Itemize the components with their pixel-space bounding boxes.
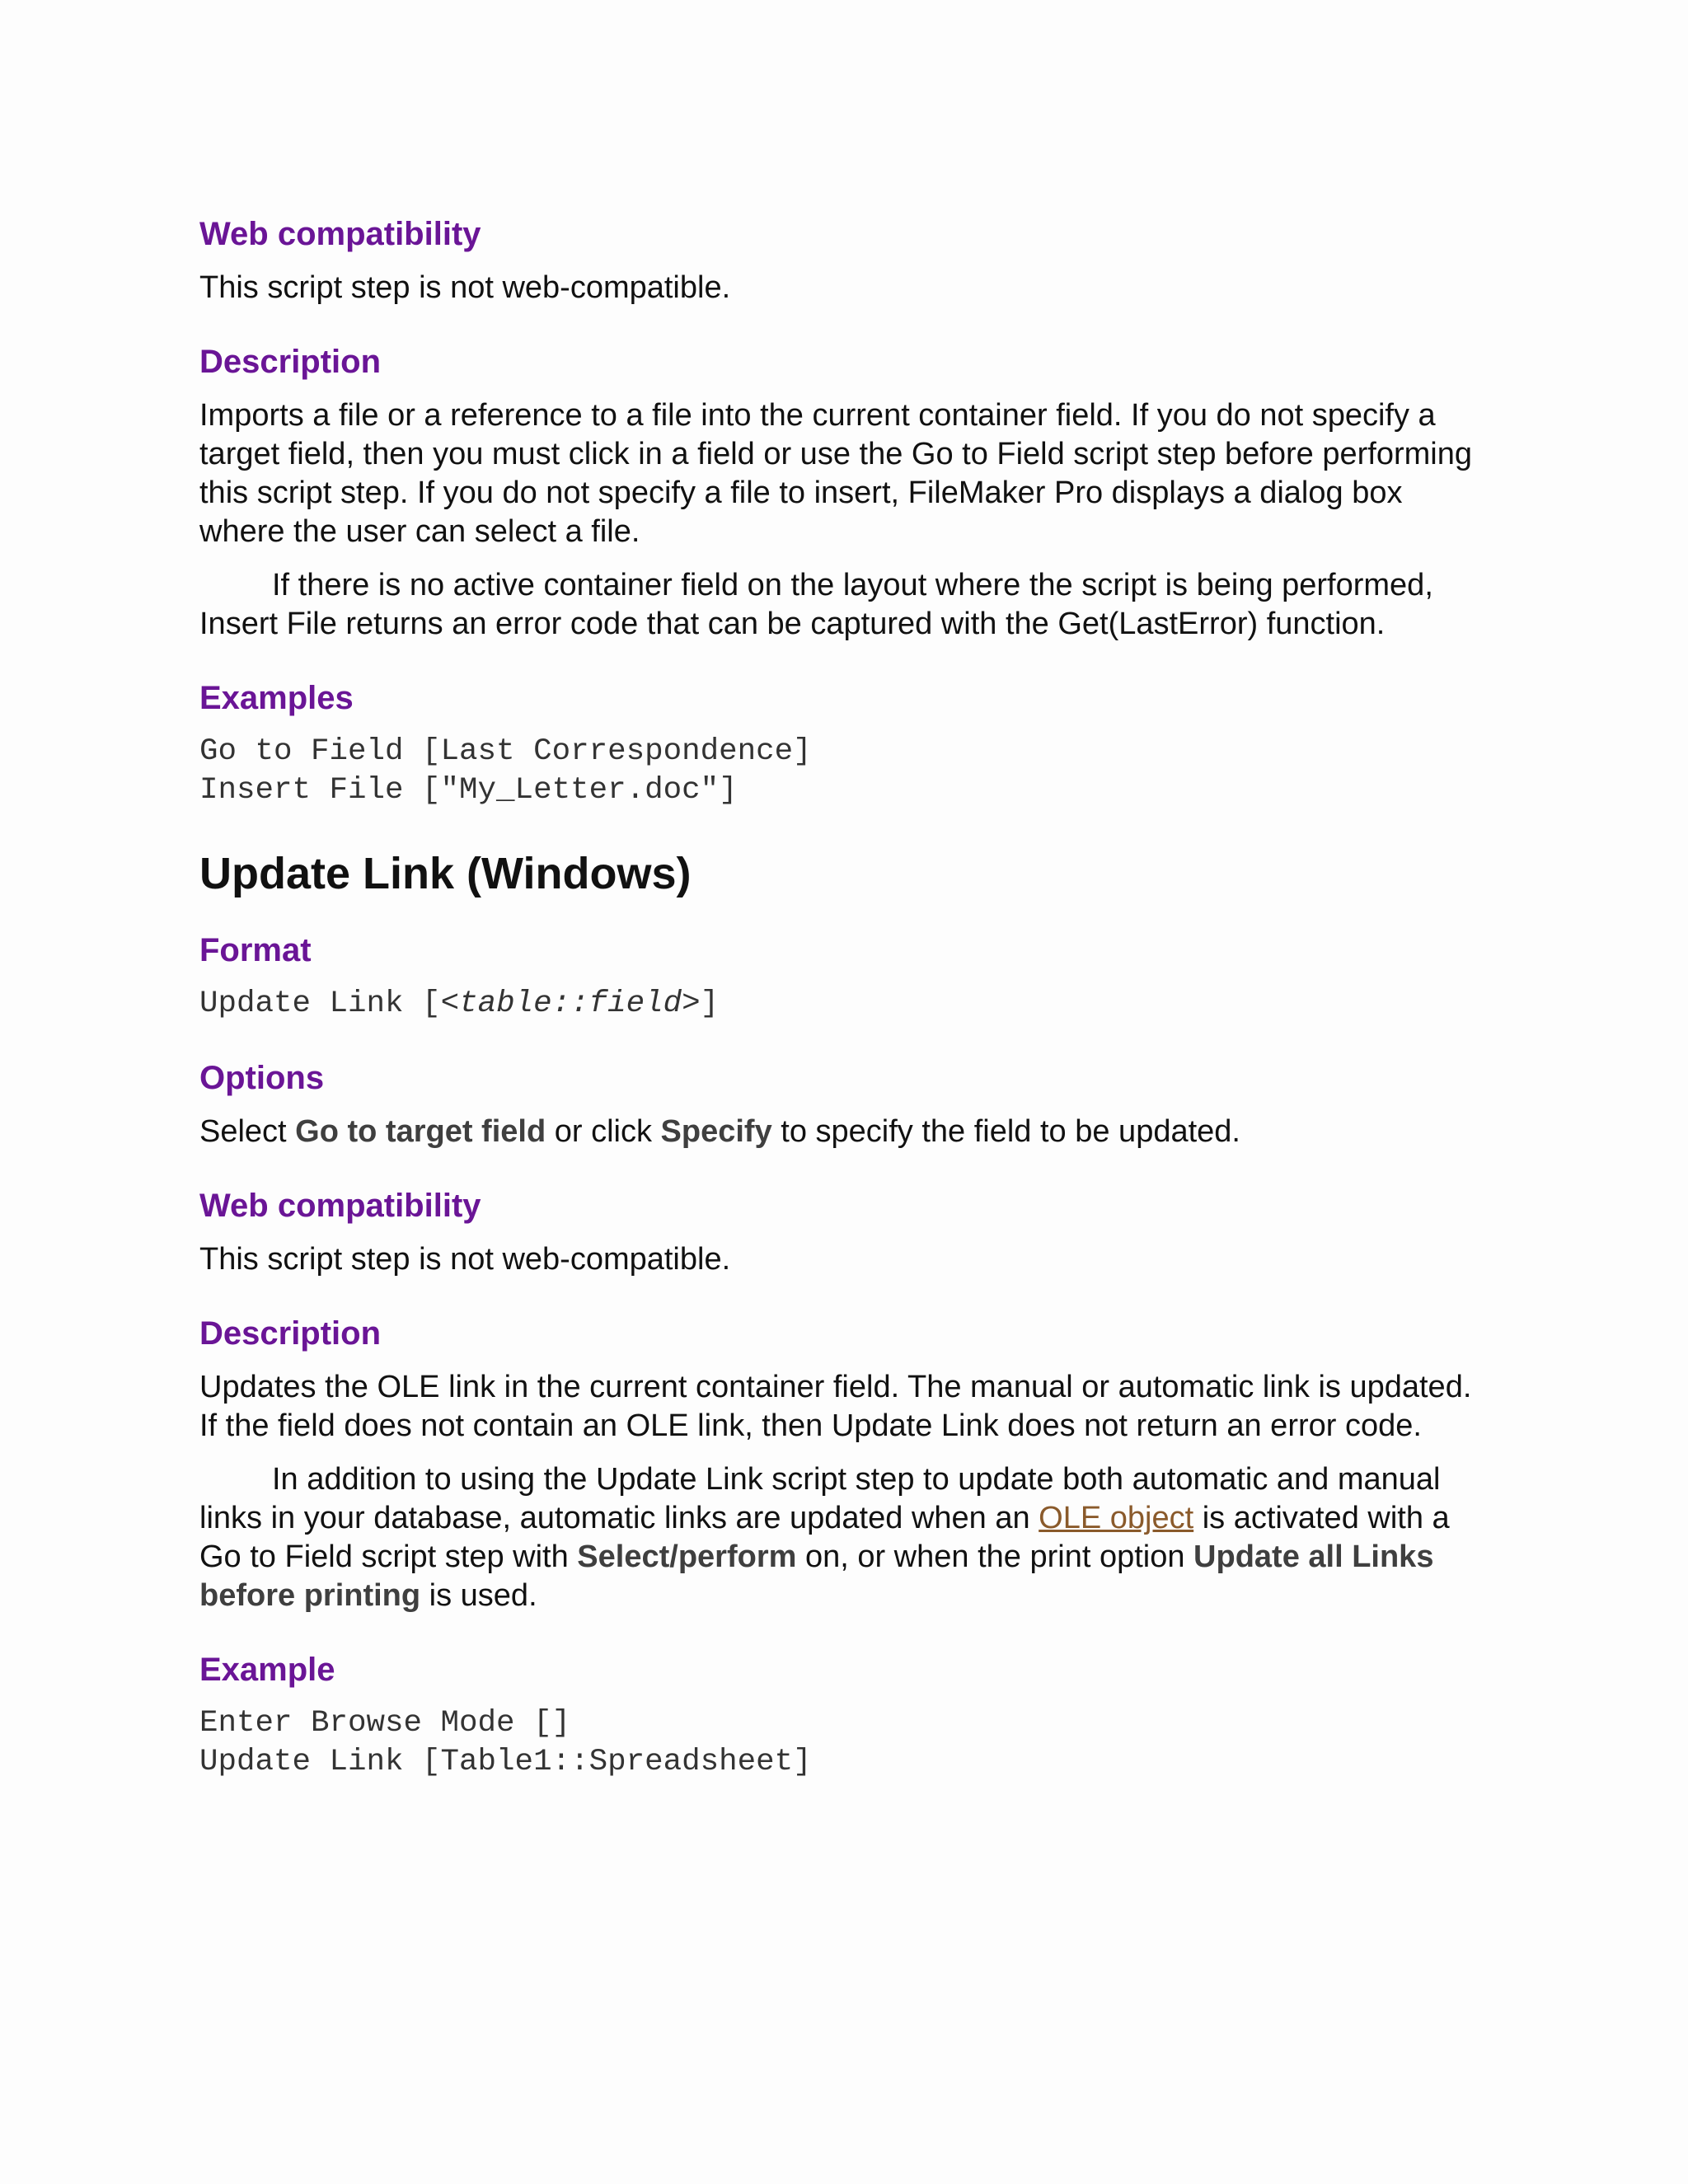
format-code-prefix: Update Link [ xyxy=(199,987,441,1021)
description-2-paragraph-2 xyxy=(199,1460,1485,1615)
description-heading: Description xyxy=(199,344,382,380)
example-2-code-line-1: Enter Browse Mode [] xyxy=(199,1706,571,1741)
options-text-part-1: Select xyxy=(199,1114,296,1149)
example-2-code-line-2: Update Link [Table1::Spreadsheet] xyxy=(199,1745,812,1779)
document-page xyxy=(199,213,1485,1782)
description-paragraph-1: Imports a file or a reference to a file into the current container field. If you do not specify a target field, then you must click in a field or use the Go to Field script step before performing this script step. If you do not specify a file to insert, FileMaker Pro displays a dialog box where the user can select a file. xyxy=(199,398,1472,549)
web-compatibility-heading-2: Web compatibility xyxy=(199,1188,481,1224)
description-paragraph-2: If there is no active container field on the layout where the script is being performed, Insert File returns an error code that can be captured with the Get(LastError) function. xyxy=(199,568,1433,641)
format-code-suffix: ] xyxy=(700,987,720,1021)
desc2-text-part-1: In addition to using the Update Link script step to update both automatic and manual links in your database, automatic links are updated when an xyxy=(199,1462,1441,1535)
update-all-links-option: Update all Links before printing xyxy=(199,1540,1434,1613)
update-link-title: Update Link (Windows) xyxy=(199,849,692,898)
format-code-param: <table::field> xyxy=(440,987,701,1021)
options-text xyxy=(199,1113,1485,1151)
select-perform-option: Select/perform xyxy=(577,1540,797,1574)
go-to-target-field-option: Go to target field xyxy=(295,1114,546,1149)
specify-option: Specify xyxy=(660,1114,772,1149)
description-2-paragraph-1: Updates the OLE link in the current container field. The manual or automatic link is updated. If the field does not contain an OLE link, then Update Link does not return an error code. xyxy=(199,1370,1472,1443)
desc2-text-part-3: on, or when the print option xyxy=(796,1540,1194,1574)
desc2-text-part-2: is activated with a Go to Field script step with xyxy=(199,1501,1450,1574)
web-compatibility-text: This script step is not web-compatible. xyxy=(199,270,731,305)
ole-object-link[interactable]: OLE object xyxy=(1039,1501,1194,1535)
format-code xyxy=(199,985,1485,1024)
options-heading: Options xyxy=(199,1060,325,1096)
web-compatibility-heading: Web compatibility xyxy=(199,216,481,252)
example-code-line-1: Go to Field [Last Correspondence] xyxy=(199,734,812,769)
web-compatibility-text-2: This script step is not web-compatible. xyxy=(199,1242,731,1277)
examples-heading: Examples xyxy=(199,680,354,716)
format-heading: Format xyxy=(199,932,312,968)
desc2-text-part-4: is used. xyxy=(420,1578,537,1613)
description-heading-2: Description xyxy=(199,1315,382,1352)
options-text-part-3: to specify the field to be updated. xyxy=(771,1114,1240,1149)
example-heading: Example xyxy=(199,1652,335,1688)
example-code-line-2: Insert File ["My_Letter.doc"] xyxy=(199,773,738,808)
options-text-part-2: or click xyxy=(546,1114,661,1149)
